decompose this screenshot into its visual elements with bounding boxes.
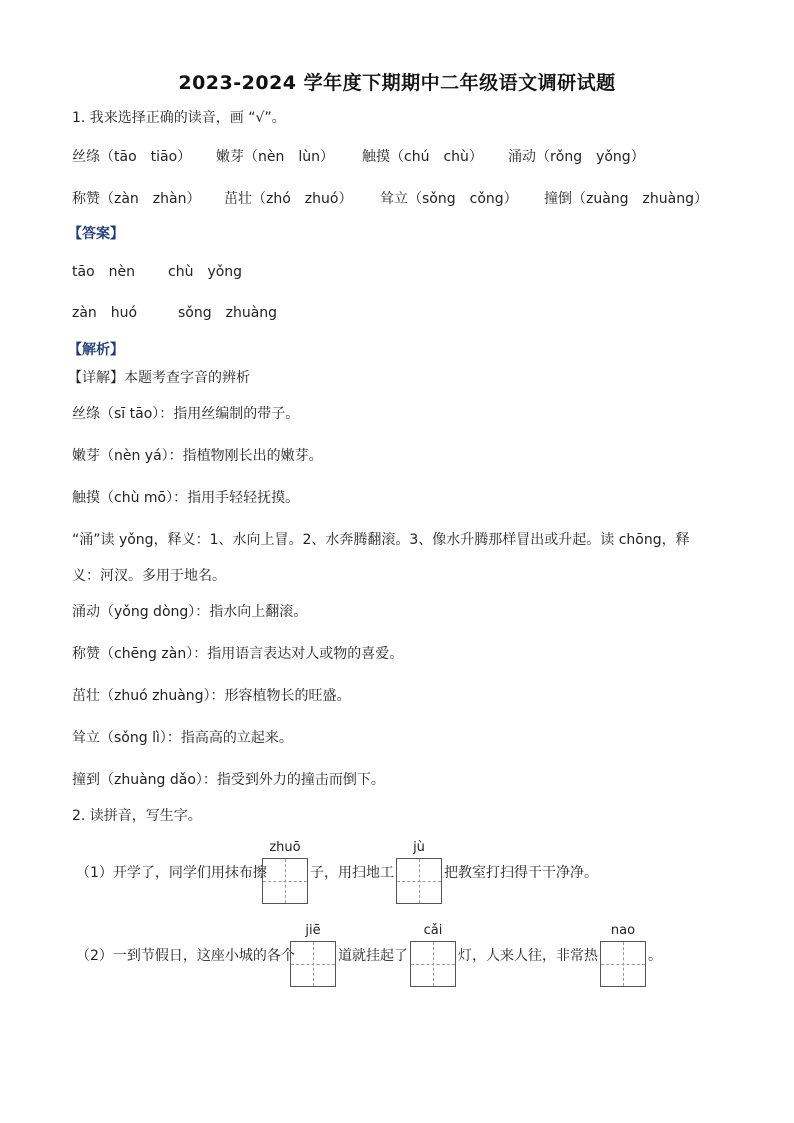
explanation-line: 嫩芽（nèn yá）：指植物刚长出的嫩芽。 <box>72 448 323 464</box>
explanation-line: 涌动（yǒng dòng）：指水向上翻滚。 <box>72 604 308 620</box>
sentence-1-part: 子，用扫地工 <box>310 865 394 881</box>
pinyin-label: jiē <box>305 923 321 938</box>
explanation-line: 义：河汊。多用于地名。 <box>72 568 226 584</box>
option-item: 触摸（chú chù） <box>362 149 483 165</box>
sentence-2-part: （2）一到节假日，这座小城的各个 <box>76 948 295 964</box>
option-item: 耸立（sǒng cǒng） <box>380 191 518 207</box>
option-item: 撞倒（zuàng zhuàng） <box>544 191 708 207</box>
explanation-line: “涌”读 yǒng，释义：1、水向上冒。2、水奔腾翻滚。3、像水升腾那样冒出或升起。读 chōng，释 <box>72 532 690 548</box>
sentence-2-part: 灯，人来人往，非常热 <box>458 948 598 964</box>
answer-tag: 【答案】 <box>68 226 124 242</box>
writing-box[interactable] <box>290 941 336 987</box>
question-2-prompt: 2. 读拼音，写生字。 <box>72 808 202 824</box>
option-item: 涌动（rǒng yǒng） <box>508 149 645 165</box>
answer-item: chù yǒng <box>168 264 243 280</box>
explanation-line: 称赞（chēng zàn）：指用语言表达对人或物的喜爱。 <box>72 646 404 662</box>
answer-item: sǒng zhuàng <box>178 305 278 321</box>
pinyin-label: nao <box>610 923 636 938</box>
option-item: 丝绦（tāo tiāo） <box>72 149 192 165</box>
sentence-1-part: （1）开学了，同学们用抹布擦 <box>76 865 267 881</box>
writing-box[interactable] <box>410 941 456 987</box>
writing-box[interactable] <box>262 858 308 904</box>
option-item: 茁壮（zhó zhuó） <box>224 191 353 207</box>
explanation-line: 触摸（chù mō）：指用手轻轻抚摸。 <box>72 490 300 506</box>
pinyin-label: jù <box>413 840 425 855</box>
writing-box[interactable] <box>396 858 442 904</box>
option-item: 嫩芽（nèn lùn） <box>216 149 334 165</box>
option-item: 称赞（zàn zhàn） <box>72 191 201 207</box>
sentence-2-part: 道就挂起了 <box>338 948 408 964</box>
sentence-2-part: 。 <box>648 948 662 964</box>
analysis-tag: 【解析】 <box>68 342 124 358</box>
pinyin-label: zhuō <box>269 840 301 855</box>
pinyin-label: cǎi <box>423 923 443 938</box>
page-title: 2023-2024 学年度下期期中二年级语文调研试题 <box>178 72 616 94</box>
answer-item: zàn huó <box>72 305 138 321</box>
answer-item: tāo nèn <box>72 264 135 280</box>
explanation-line: 耸立（sǒng lì）：指高高的立起来。 <box>72 730 293 746</box>
writing-box[interactable] <box>600 941 646 987</box>
question-1-prompt: 1. 我来选择正确的读音，画 “√”。 <box>72 110 286 126</box>
explanation-line: 茁壮（zhuó zhuàng）：形容植物长的旺盛。 <box>72 688 351 704</box>
explanation-line: 撞到（zhuàng dǎo）：指受到外力的撞击而倒下。 <box>72 772 385 788</box>
explanation-line: 丝绦（sī tāo）：指用丝编制的带子。 <box>72 406 300 422</box>
detail-heading: 【详解】本题考查字音的辨析 <box>68 370 250 386</box>
sentence-1-part: 把教室打扫得干干净净。 <box>444 865 598 881</box>
